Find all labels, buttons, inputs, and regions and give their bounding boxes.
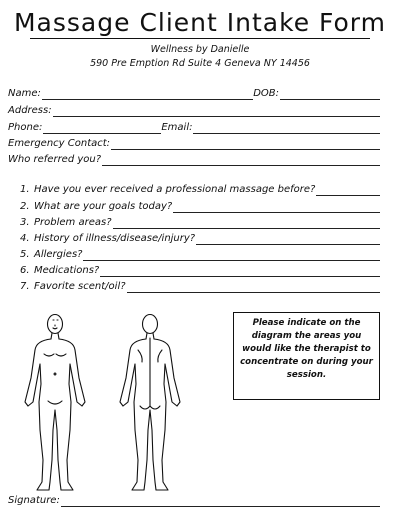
email-field[interactable] [193,123,380,134]
question-answer-field[interactable] [196,234,380,245]
emergency-label: Emergency Contact: [8,138,111,149]
name-dob-row [8,86,380,100]
question-number: 3. [20,217,30,228]
signature-row [8,493,380,507]
question-number: 5. [20,249,30,260]
question-number: 1. [20,184,30,195]
signature-field[interactable] [61,496,380,507]
question-number: 7. [20,281,30,292]
dob-field[interactable] [280,89,380,100]
email-label: Email: [161,122,193,133]
phone-field[interactable] [43,123,161,134]
question-row [20,279,380,293]
title-underline [30,38,370,39]
phone-label: Phone: [8,122,43,133]
referred-field[interactable] [102,155,380,166]
question-row [20,215,380,229]
question-answer-field[interactable] [83,250,380,261]
emergency-row [8,136,380,150]
emergency-field[interactable] [111,139,380,150]
referred-label: Who referred you? [8,154,102,165]
business-address: 590 Pre Emption Rd Suite 4 Geneva NY 14456 [90,58,310,69]
question-row [20,231,380,245]
question-text: Favorite scent/oil? [34,281,126,292]
question-text: Have you ever received a professional massage before? [34,184,316,195]
body-back-icon[interactable] [120,315,180,491]
referred-row [8,152,380,166]
body-diagram[interactable] [12,310,212,500]
question-number: 6. [20,265,30,276]
phone-email-row [8,120,380,134]
question-answer-field[interactable] [100,266,380,277]
question-row [20,199,380,213]
address-field[interactable] [53,106,380,117]
question-text: Problem areas? [34,217,112,228]
question-text: Medications? [34,265,100,276]
question-text: What are your goals today? [34,201,173,212]
question-row [20,247,380,261]
diagram-instructions-box: Please indicate on the diagram the areas you would like the therapist to concentrate on during your session. [233,312,380,400]
question-answer-field[interactable] [113,218,381,229]
business-name: Wellness by Danielle [150,44,250,55]
question-text: Allergies? [34,249,83,260]
name-label: Name: [8,88,41,99]
signature-label: Signature: [8,495,60,506]
question-answer-field[interactable] [127,282,380,293]
address-row [8,103,380,117]
question-answer-field[interactable] [173,202,380,213]
body-front-icon[interactable] [25,315,85,491]
address-label: Address: [8,105,52,116]
question-number: 4. [20,233,30,244]
name-field[interactable] [42,89,253,100]
question-answer-field[interactable] [316,185,380,196]
dob-label: DOB: [253,88,279,99]
question-row [20,182,380,196]
form-title: Massage Client Intake Form [13,8,386,37]
question-text: History of illness/disease/injury? [34,233,196,244]
question-number: 2. [20,201,30,212]
question-row [20,263,380,277]
